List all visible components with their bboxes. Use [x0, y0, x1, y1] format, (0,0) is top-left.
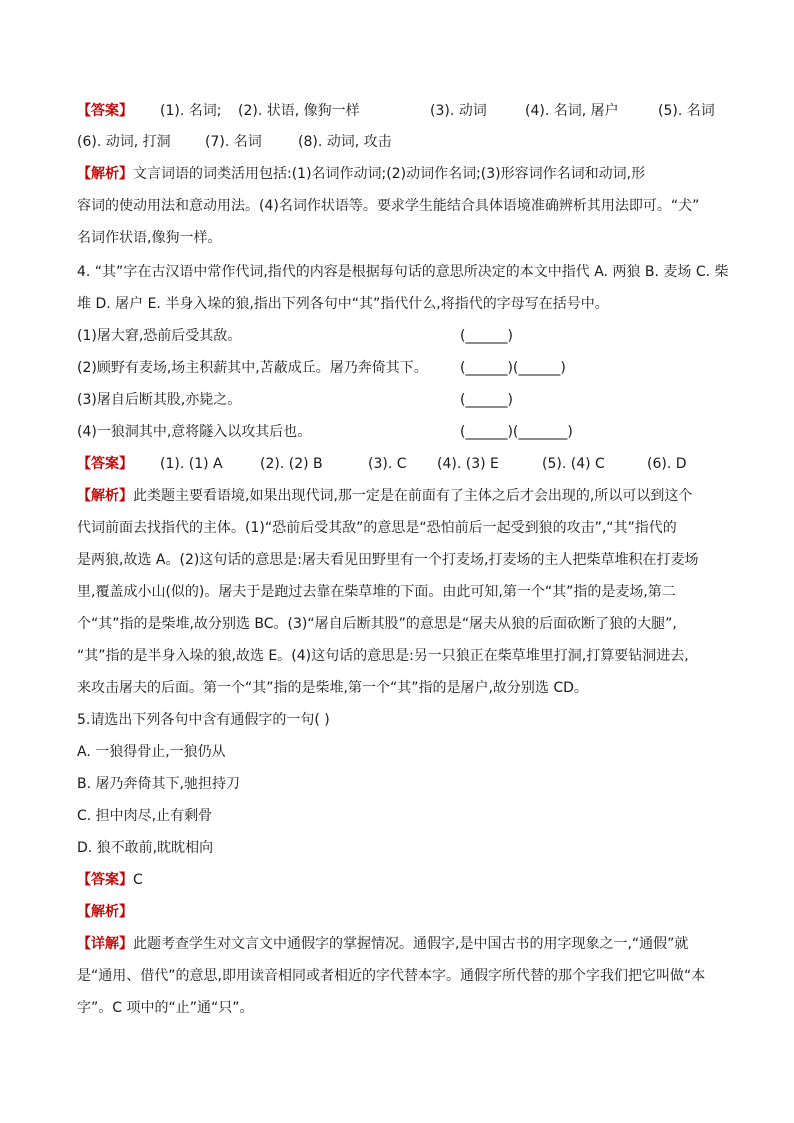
q3-answer-item: (3). 动词	[430, 103, 487, 119]
q4-answer-item: (3). C	[368, 456, 407, 472]
q5-detail-line: 字”。C 项中的“止”通“只”。	[77, 1000, 254, 1016]
q4-item: (3)屠自后断其股,亦毙之。	[77, 392, 242, 408]
q3-answer-item: (1). 名词;	[160, 103, 222, 119]
answer-tag: 【答案】	[77, 103, 133, 119]
q5-option-c: C. 担中肉尽,止有剩骨	[77, 808, 213, 824]
q5-option-b: B. 屠乃奔倚其下,驰担持刀	[77, 776, 240, 792]
q3-answer-item: (2). 状语, 像狗一样	[238, 103, 360, 119]
q5-detail-line: 是“通用、借代”的意思,即用读音相同或者相近的字代替本字。通假字所代替的那个字我们把它叫做“本	[77, 968, 706, 984]
q4-analysis-line: 来攻击屠夫的后面。第一个“其”指的是柴堆,第一个“其”指的是屠户,故分别选 CD。	[77, 680, 588, 696]
analysis-tag: 【解析】	[77, 488, 133, 504]
q5-option-a: A. 一狼得骨止,一狼仍从	[77, 744, 226, 760]
answer-blank[interactable]: (______)(______)	[460, 360, 566, 376]
q5-answer-line	[77, 870, 143, 890]
q4-item: (1)屠大窘,恐前后受其敌。	[77, 328, 242, 344]
q4-answer-item: (2). (2) B	[260, 456, 323, 472]
q5-stem: 5.请选出下列各句中含有通假字的一句( )	[77, 712, 330, 728]
answer-blank[interactable]: (______)	[460, 392, 513, 408]
analysis-text: 文言词语的词类活用包括:(1)名词作动词;(2)动词作名词;(3)形容词作名词和动词,形	[133, 166, 646, 182]
q3-analysis-line: 容词的使动用法和意动用法。(4)名词作状语等。要求学生能结合具体语境准确辨析其用法即可。“犬”	[77, 198, 700, 214]
q4-stem-line: 4. “其”字在古汉语中常作代词,指代的内容是根据每句话的意思所决定的本文中指代 A. 两狼 B. 麦场 C. 柴	[77, 264, 729, 280]
q3-analysis-line: 名词作状语,像狗一样。	[77, 230, 222, 246]
q4-answer-item: (6). D	[647, 456, 687, 472]
detail-tag: 【详解】	[77, 936, 133, 952]
q4-answer-line	[77, 454, 133, 474]
q4-answer-item: (5). (4) C	[542, 456, 605, 472]
answer-value: C	[133, 872, 143, 888]
q4-analysis-line: 里,覆盖成小山(似的)。屠夫于是跑过去靠在柴草堆的下面。由此可知,第一个“其”指的是麦场,第二	[77, 584, 676, 600]
q5-option-d: D. 狼不敢前,眈眈相向	[77, 840, 214, 856]
answer-blank[interactable]: (______)	[460, 328, 513, 344]
q4-analysis-line: 代词前面去找指代的主体。(1)“恐前后受其敌”的意思是“恐怕前后一起受到狼的攻击”,“其”指代的	[77, 520, 677, 536]
q5-analysis-line	[77, 902, 133, 922]
q3-analysis-line	[77, 164, 645, 184]
q4-item: (2)顾野有麦场,场主积薪其中,苫蔽成丘。屠乃奔倚其下。	[77, 360, 428, 376]
q4-analysis-line	[77, 486, 692, 506]
q3-answer-item: (4). 名词, 屠户	[525, 103, 619, 119]
q4-analysis-line: 个“其”指的是柴堆,故分别选 BC。(3)“屠自后断其股”的意思是“屠夫从狼的后面砍断了狼的大腿”,	[77, 616, 677, 632]
q3-answer-item: (6). 动词, 打洞	[77, 134, 171, 150]
q3-answer-item: (5). 名词	[658, 103, 715, 119]
q5-detail-line	[77, 934, 688, 954]
analysis-tag: 【解析】	[77, 904, 133, 920]
q3-answer-item: (7). 名词	[205, 134, 262, 150]
answer-tag: 【答案】	[77, 456, 133, 472]
analysis-text: 此类题主要看语境,如果出现代词,那一定是在前面有了主体之后才会出现的,所以可以到这个	[133, 488, 693, 504]
answer-tag: 【答案】	[77, 872, 133, 888]
q4-stem-line: 堆 D. 屠户 E. 半身入垛的狼,指出下列各句中“其”指代什么,将指代的字母写在括号中。	[77, 296, 609, 312]
q4-analysis-line: 是两狼,故选 A。(2)这句话的意思是:屠夫看见田野里有一个打麦场,打麦场的主人把柴草堆积在打麦场	[77, 552, 699, 568]
detail-text: 此题考查学生对文言文中通假字的掌握情况。通假字,是中国古书的用字现象之一,“通假”就	[133, 936, 689, 952]
q4-item: (4)一狼洞其中,意将隧入以攻其后也。	[77, 424, 312, 440]
q4-answer-item: (4). (3) E	[437, 456, 499, 472]
analysis-tag: 【解析】	[77, 166, 133, 182]
q3-answer-item: (8). 动词, 攻击	[298, 134, 392, 150]
q4-analysis-line: “其”指的是半身入垛的狼,故选 E。(4)这句话的意思是:另一只狼正在柴草堆里打洞,打算要钻洞进去,	[77, 648, 689, 664]
answer-blank[interactable]: (______)(_______)	[460, 424, 573, 440]
q3-answer-line-1	[77, 101, 133, 121]
q4-answer-item: (1). (1) A	[160, 456, 223, 472]
